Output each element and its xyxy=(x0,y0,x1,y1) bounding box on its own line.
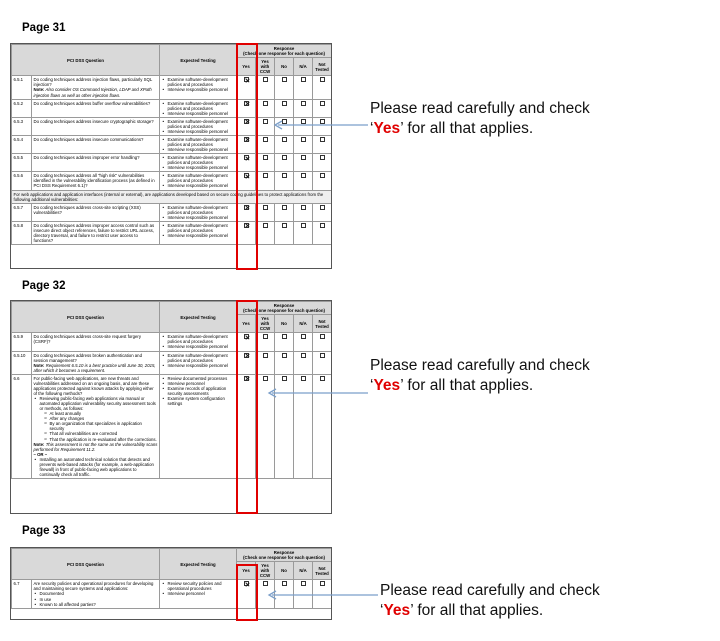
requirement-number: 6.5.7 xyxy=(12,203,32,221)
testing-cell xyxy=(160,351,237,374)
checkbox-yes-ccw[interactable] xyxy=(263,137,268,142)
checkbox-not-tested[interactable] xyxy=(320,205,325,210)
checkbox-not-tested[interactable] xyxy=(320,334,325,339)
header-testing: Expected Testing xyxy=(160,302,237,333)
yes-column-highlight xyxy=(236,300,258,514)
col-no: No xyxy=(275,562,294,580)
list-item: • Interview responsible personnel xyxy=(162,87,235,92)
checkbox-not-tested[interactable] xyxy=(320,77,325,82)
pci-dss-table xyxy=(11,44,332,245)
response-cell xyxy=(256,333,275,351)
checkbox-not-tested[interactable] xyxy=(320,137,325,142)
bullet-list xyxy=(162,137,235,152)
list-item: • Review security policies and operational procedures xyxy=(162,581,235,591)
bullet-list xyxy=(162,581,235,596)
response-cell xyxy=(294,221,313,244)
list-item: • Examine system configuration settings xyxy=(162,396,235,406)
list-item: o After any changes xyxy=(44,416,158,421)
or-separator: – OR – xyxy=(33,451,48,457)
page-32-label: Page 32 xyxy=(22,280,66,292)
checkbox-not-tested[interactable] xyxy=(320,353,325,358)
list-item: • Interview responsible personnel xyxy=(162,344,235,349)
checkbox-na[interactable] xyxy=(301,334,306,339)
response-cell xyxy=(256,172,275,190)
question-text: Do coding techniques address cross-site scripting (XSS) vulnerabilities? xyxy=(33,204,141,215)
arrow-icon xyxy=(268,118,370,132)
requirement-number: 6.7 xyxy=(12,580,32,608)
requirement-number: 6.5.9 xyxy=(12,333,32,351)
annotation-text: Please read carefully and check ‘Yes’ for all that applies. xyxy=(370,100,590,138)
annotation-text: Please read carefully and check ‘Yes’ for all that applies. xyxy=(380,582,600,620)
col-yes: Yes xyxy=(237,58,256,76)
note xyxy=(34,87,158,97)
response-cell xyxy=(256,351,275,374)
response-cell xyxy=(313,203,332,221)
list-item: • Interview responsible personnel xyxy=(162,129,235,134)
question-text: Do coding techniques address cross-site request forgery (CSRF)? xyxy=(33,334,141,345)
note-label: Note: xyxy=(33,441,45,447)
col-yes-ccw: Yes with CCW xyxy=(256,562,275,580)
testing-cell xyxy=(160,580,237,608)
question-text: Do coding techniques address improper access control such as insecure direct object references, failure to restrict URL access, directory traversal, and failure to restrict user access to functions? xyxy=(33,222,155,243)
checkbox-yes-ccw[interactable] xyxy=(263,353,268,358)
table-row xyxy=(12,99,332,117)
checkbox-not-tested[interactable] xyxy=(320,376,325,381)
question-cell xyxy=(32,333,160,351)
list-item: • Examine software-development policies and procedures xyxy=(162,173,235,183)
header-question: PCI DSS Question xyxy=(12,302,160,333)
header-question: PCI DSS Question xyxy=(12,45,160,76)
checkbox-no[interactable] xyxy=(282,101,287,106)
list-item: o By an organization that specializes in application security xyxy=(44,421,158,431)
checkbox-yes-ccw[interactable] xyxy=(263,376,268,381)
note-label: Note: xyxy=(33,87,45,93)
list-item: • Known to all affected parties? xyxy=(34,602,158,607)
checkbox-not-tested[interactable] xyxy=(320,155,325,160)
question-text: Do coding techniques address all "high risk" vulnerabilities identified in the vulnerability identification process (as defined in PCI DSS Requirement 6.1)? xyxy=(33,173,155,189)
note xyxy=(34,442,158,452)
checkbox-not-tested[interactable] xyxy=(320,223,325,228)
checkbox-no[interactable] xyxy=(282,205,287,210)
col-yes: Yes xyxy=(237,562,256,580)
note-label: Note: xyxy=(33,362,45,368)
testing-cell xyxy=(160,374,237,478)
testing-cell xyxy=(160,76,237,99)
checkbox-yes-ccw[interactable] xyxy=(263,155,268,160)
question-cell xyxy=(32,172,160,190)
requirement-number: 6.5.4 xyxy=(12,135,32,153)
header-testing: Expected Testing xyxy=(160,45,237,76)
list-item: • Review documented processes xyxy=(162,376,235,381)
requirement-number: 6.5.10 xyxy=(12,351,32,374)
list-item: • Interview responsible personnel xyxy=(162,215,235,220)
section-band: For web applications and application interfaces (internal or external), are applications developed based on secure coding guidelines to protect applications from the following additional vulnerabilities: xyxy=(12,190,332,203)
response-cell xyxy=(294,135,313,153)
question-cell xyxy=(32,117,160,135)
page-31-table-panel xyxy=(10,43,332,269)
col-na: N/A xyxy=(294,315,313,333)
requirement-number: 6.5.2 xyxy=(12,99,32,117)
checkbox-yes-ccw[interactable] xyxy=(263,581,268,586)
question-cell xyxy=(32,99,160,117)
response-cell xyxy=(313,333,332,351)
list-item: • Examine software-development policies and procedures xyxy=(162,334,235,344)
response-cell xyxy=(256,221,275,244)
table-row xyxy=(12,333,332,351)
col-not-tested: Not Tested xyxy=(313,315,332,333)
bullet-list xyxy=(162,205,235,220)
list-item: • Interview responsible personnel xyxy=(162,111,235,116)
response-cell xyxy=(294,203,313,221)
checkbox-no[interactable] xyxy=(282,77,287,82)
requirement-number: 6.5.6 xyxy=(12,172,32,190)
question-cell xyxy=(32,351,160,374)
table-row xyxy=(12,172,332,190)
col-yes-ccw: Yes with CCW xyxy=(256,58,275,76)
header-response: Response (Check one response for each question) xyxy=(237,45,332,58)
testing-cell xyxy=(160,99,237,117)
page-31-label: Page 31 xyxy=(22,22,66,34)
response-cell xyxy=(313,76,332,99)
bullet-list xyxy=(34,396,158,411)
testing-cell xyxy=(160,154,237,172)
testing-cell xyxy=(160,172,237,190)
checkbox-na[interactable] xyxy=(301,77,306,82)
col-no: No xyxy=(275,58,294,76)
question-cell xyxy=(32,374,160,478)
question-text: Do coding techniques address improper error handling? xyxy=(33,155,140,161)
yes-column-highlight xyxy=(236,564,258,621)
col-not-tested: Not Tested xyxy=(313,562,332,580)
list-item: • Interview responsible personnel xyxy=(162,147,235,152)
requirement-number: 6.5.3 xyxy=(12,117,32,135)
list-item: • Examine software-development policies and procedures xyxy=(162,353,235,363)
response-cell xyxy=(275,351,294,374)
list-item: • Examine records of application security assessments xyxy=(162,386,235,396)
table-row xyxy=(12,135,332,153)
page-33-label: Page 33 xyxy=(22,525,66,537)
bullet-list xyxy=(162,155,235,170)
list-item: • Interview personnel xyxy=(162,381,235,386)
bullet-list xyxy=(34,411,158,441)
response-cell xyxy=(275,76,294,99)
response-cell xyxy=(256,76,275,99)
list-item: • Reviewing public-facing web applications via manual or automated application vulnerability security assessment tools or methods, as follows: xyxy=(34,396,158,411)
question-cell xyxy=(32,154,160,172)
bullet-list xyxy=(34,457,158,477)
response-cell xyxy=(313,351,332,374)
response-cell xyxy=(294,99,313,117)
bullet-list xyxy=(162,77,235,92)
question-cell xyxy=(32,221,160,244)
requirement-number: 6.6 xyxy=(12,374,32,478)
arrow-icon xyxy=(262,588,380,602)
col-na: N/A xyxy=(294,562,313,580)
page-33-table-panel xyxy=(10,547,332,620)
annotation-text: Please read carefully and check ‘Yes’ for all that applies. xyxy=(370,357,590,395)
note-text: Also consider OS Command Injection, LDAP and XPath injection flaws as well as other injection flaws. xyxy=(33,87,152,98)
question-text: Do coding techniques address injection flaws, particularly SQL injection? xyxy=(33,77,153,88)
checkbox-no[interactable] xyxy=(282,581,287,586)
checkbox-na[interactable] xyxy=(301,205,306,210)
question-cell xyxy=(32,580,160,608)
question-text: Do coding techniques address insecure communications? xyxy=(33,136,144,142)
list-item: • Interview personnel xyxy=(162,591,235,596)
list-item: o That the application is re-evaluated after the corrections. xyxy=(44,437,158,442)
checkbox-not-tested[interactable] xyxy=(320,173,325,178)
col-na: N/A xyxy=(294,58,313,76)
bullet-list xyxy=(162,101,235,116)
checkbox-yes-ccw[interactable] xyxy=(263,334,268,339)
checkbox-yes-ccw[interactable] xyxy=(263,77,268,82)
question-text: Do coding techniques address insecure cryptographic storage? xyxy=(33,118,154,124)
response-cell xyxy=(313,99,332,117)
table-row xyxy=(12,221,332,244)
table-row xyxy=(12,190,332,203)
response-cell xyxy=(294,333,313,351)
checkbox-not-tested[interactable] xyxy=(320,101,325,106)
response-cell xyxy=(256,135,275,153)
header-response: Response (Check one response for each question) xyxy=(237,302,332,315)
checkbox-yes-ccw[interactable] xyxy=(263,119,268,124)
bullet-list xyxy=(162,334,235,349)
response-cell xyxy=(294,172,313,190)
list-item: • Examine software-development policies and procedures xyxy=(162,101,235,111)
list-item: • Interview responsible personnel xyxy=(162,165,235,170)
yes-column-highlight xyxy=(236,43,258,270)
checkbox-no[interactable] xyxy=(282,173,287,178)
checkbox-yes-ccw[interactable] xyxy=(263,101,268,106)
question-text: Are security policies and operational procedures for developing and maintaining secure systems and applications: xyxy=(33,581,154,592)
header-question: PCI DSS Question xyxy=(12,549,160,580)
checkbox-no[interactable] xyxy=(282,155,287,160)
col-yes-ccw: Yes with CCW xyxy=(256,315,275,333)
testing-cell xyxy=(160,117,237,135)
requirement-number: 6.5.1 xyxy=(12,76,32,99)
question-text: Do coding techniques address buffer overflow vulnerabilities? xyxy=(33,100,151,106)
bullet-list xyxy=(162,353,235,368)
checkbox-na[interactable] xyxy=(301,353,306,358)
checkbox-na[interactable] xyxy=(301,101,306,106)
response-cell xyxy=(275,135,294,153)
list-item: • Installing an automated technical solution that detects and prevents web-based attacks (for example, a web-application firewall) in front of public-facing web applications to continually check all traffic. xyxy=(34,457,158,477)
bullet-list xyxy=(162,376,235,406)
list-item: • Examine software-development policies and procedures xyxy=(162,205,235,215)
checkbox-na[interactable] xyxy=(301,581,306,586)
checkbox-na[interactable] xyxy=(301,137,306,142)
checkbox-no[interactable] xyxy=(282,376,287,381)
response-cell xyxy=(294,154,313,172)
checkbox-na[interactable] xyxy=(301,376,306,381)
bullet-list xyxy=(162,119,235,134)
list-item: • Interview responsible personnel xyxy=(162,233,235,238)
response-cell xyxy=(275,221,294,244)
response-cell xyxy=(256,203,275,221)
checkbox-yes-ccw[interactable] xyxy=(263,173,268,178)
page-32-table-panel xyxy=(10,300,332,514)
list-item: • Examine software-development policies and procedures xyxy=(162,223,235,233)
col-yes: Yes xyxy=(237,315,256,333)
testing-cell xyxy=(160,203,237,221)
checkbox-yes-ccw[interactable] xyxy=(263,205,268,210)
question-text: Do coding techniques address broken authentication and session management? xyxy=(33,352,142,363)
note-text: This assessment is not the same as the vulnerability scans performed for Requirement 11.2. xyxy=(33,441,158,452)
list-item: o That all vulnerabilities are corrected xyxy=(44,431,158,436)
checkbox-yes-ccw[interactable] xyxy=(263,223,268,228)
response-cell xyxy=(275,203,294,221)
header-testing: Expected Testing xyxy=(160,549,237,580)
checkbox-na[interactable] xyxy=(301,173,306,178)
testing-cell xyxy=(160,221,237,244)
col-not-tested: Not Tested xyxy=(313,58,332,76)
list-item: • Examine software-development policies and procedures xyxy=(162,137,235,147)
table-row xyxy=(12,351,332,374)
response-cell xyxy=(313,135,332,153)
checkbox-na[interactable] xyxy=(301,223,306,228)
requirement-number: 6.5.5 xyxy=(12,154,32,172)
testing-cell xyxy=(160,135,237,153)
response-cell xyxy=(294,76,313,99)
note-text: Requirement 6.5.10 is a best practice until June 30, 2015, after which it becomes a requirement. xyxy=(33,362,156,373)
question-text: For public-facing web applications, are new threats and vulnerabilities addressed on an ongoing basis, and are these applications protected against known attacks by applying either of the following methods? xyxy=(33,375,154,396)
table-row xyxy=(12,154,332,172)
list-item: o At least annually xyxy=(44,411,158,416)
table-row xyxy=(12,76,332,99)
col-no: No xyxy=(275,315,294,333)
checkbox-not-tested[interactable] xyxy=(320,581,325,586)
header-response: Response (Check one response for each question) xyxy=(237,549,332,562)
bullet-list xyxy=(162,173,235,188)
response-cell xyxy=(294,351,313,374)
response-cell xyxy=(313,172,332,190)
checkbox-no[interactable] xyxy=(282,334,287,339)
bullet-list xyxy=(162,223,235,238)
response-cell xyxy=(275,172,294,190)
note xyxy=(34,363,158,373)
response-cell xyxy=(275,154,294,172)
response-cell xyxy=(313,154,332,172)
question-cell xyxy=(32,203,160,221)
table-row xyxy=(12,203,332,221)
checkbox-no[interactable] xyxy=(282,223,287,228)
response-cell xyxy=(256,99,275,117)
checkbox-no[interactable] xyxy=(282,137,287,142)
requirement-number: 6.5.8 xyxy=(12,221,32,244)
checkbox-na[interactable] xyxy=(301,155,306,160)
response-cell xyxy=(313,221,332,244)
checkbox-no[interactable] xyxy=(282,353,287,358)
list-item: • Examine software-development policies and procedures xyxy=(162,119,235,129)
list-item: • Interview responsible personnel xyxy=(162,183,235,188)
bullet-list xyxy=(34,591,158,606)
testing-cell xyxy=(160,333,237,351)
question-cell xyxy=(32,76,160,99)
response-cell xyxy=(256,154,275,172)
arrow-icon xyxy=(262,386,370,400)
question-cell xyxy=(32,135,160,153)
list-item: • In use xyxy=(34,597,158,602)
response-cell xyxy=(275,333,294,351)
response-cell xyxy=(275,99,294,117)
list-item: • Interview responsible personnel xyxy=(162,363,235,368)
list-item: • Examine software-development policies and procedures xyxy=(162,77,235,87)
list-item: • Documented xyxy=(34,591,158,596)
list-item: • Examine software-development policies and procedures xyxy=(162,155,235,165)
